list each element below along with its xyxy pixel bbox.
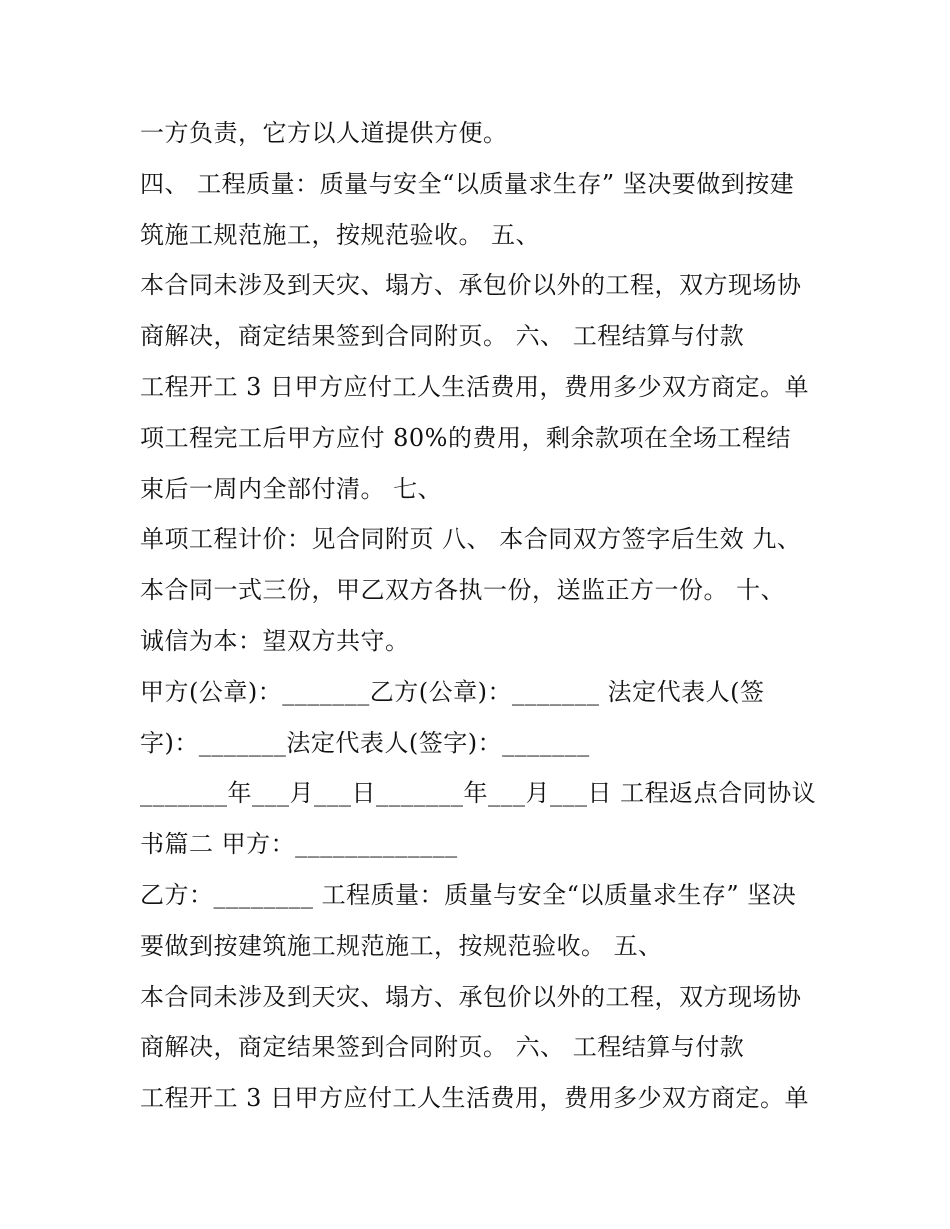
text-line: 商解决，商定结果签到合同附页。 六、 工程结算与付款 [140, 1033, 745, 1062]
document-body [140, 108, 830, 1124]
text-line: 本合同一式三份，甲乙双方各执一份，送监正方一份。 十、 [140, 576, 786, 605]
text-line: 单项工程计价：见合同附页 八、 本合同双方签字后生效 九、 [140, 525, 802, 554]
text-line: 一方负责，它方以人道提供方便。 [140, 119, 508, 147]
text-line: 诚信为本：望双方共守。 [140, 626, 410, 655]
text-line: 乙方：________ 工程质量：质量与安全“以质量求生存” 坚决 [140, 880, 797, 909]
text-line: 字)：_______法定代表人(签字)：_______ [140, 728, 590, 757]
text-line: 束后一周内全部付清。 七、 [140, 474, 443, 503]
text-line: 书篇二 甲方：_____________ [140, 830, 458, 859]
text-line: 要做到按建筑施工规范施工，按规范验收。 五、 [140, 931, 663, 960]
text-line: 四、 工程质量：质量与安全“以质量求生存” 坚决要做到按建 [140, 169, 795, 198]
text-line: 项工程完工后甲方应付 80%的费用，剩余款项在全场工程结 [140, 423, 791, 452]
text-line: 工程开工 3 日甲方应付工人生活费用，费用多少双方商定。单 [140, 1084, 810, 1113]
text-line: 商解决，商定结果签到合同附页。 六、 工程结算与付款 [140, 322, 745, 351]
text-line: 甲方(公章)：_______乙方(公章)：_______ 法定代表人(签 [140, 677, 765, 706]
text-line: 本合同未涉及到天灾、塌方、承包价以外的工程，双方现场协 [140, 271, 802, 300]
text-line: _______年___月___日_______年___月___日 工程返点合同协议 [140, 779, 817, 808]
text-line: 本合同未涉及到天灾、塌方、承包价以外的工程，双方现场协 [140, 982, 802, 1011]
text-line: 工程开工 3 日甲方应付工人生活费用，费用多少双方商定。单 [140, 372, 810, 401]
text-line: 筑施工规范施工，按规范验收。 五、 [140, 220, 541, 249]
